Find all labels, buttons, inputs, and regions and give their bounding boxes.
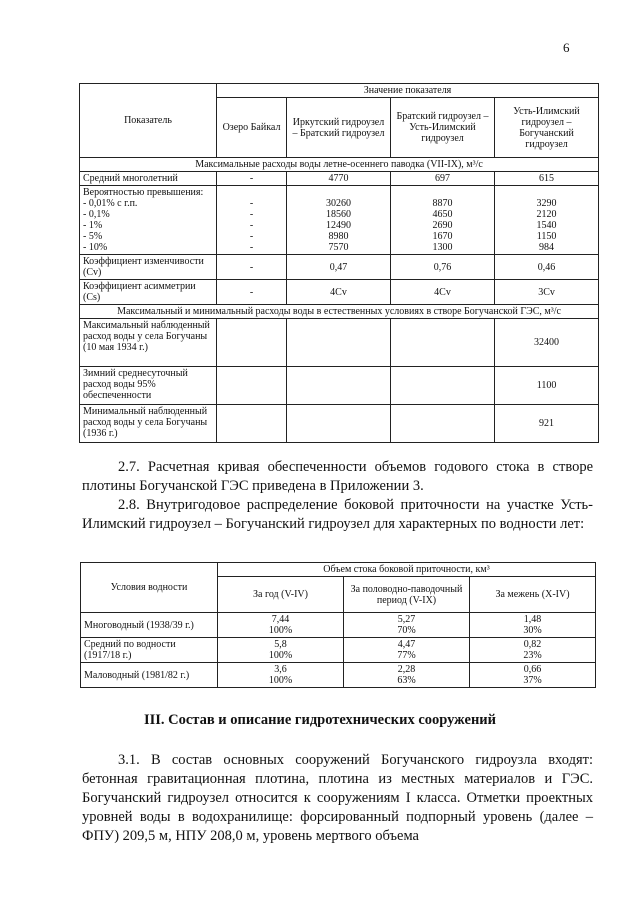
cell-percent: 100% xyxy=(268,625,293,636)
cell xyxy=(217,405,287,443)
cell: 0,46 xyxy=(495,255,599,280)
header-col-low-water: За межень (X-IV) xyxy=(470,577,596,613)
page-number: 6 xyxy=(563,40,570,55)
cell-value: 4,47 xyxy=(397,639,416,650)
row-label: Коэффициент асимметрии (Cs) xyxy=(80,280,217,305)
cell: 32400 xyxy=(495,319,599,367)
row-label-probability xyxy=(80,186,217,255)
header-col-ustilimsk-boguchany: Усть-Илимский гидроузел – Богучанский гидроузел xyxy=(495,98,599,158)
cell xyxy=(470,663,596,688)
cell xyxy=(287,405,391,443)
cell: 4Cv xyxy=(391,280,495,305)
table-row xyxy=(80,405,599,443)
prob-col-irkutsk-bratsk xyxy=(287,186,391,255)
cell: 12490 xyxy=(326,220,351,231)
prob-label: - 5% xyxy=(83,231,103,242)
cell xyxy=(290,187,387,198)
row-label: Маловодный (1981/82 г.) xyxy=(81,663,218,688)
cell: 3Cv xyxy=(495,280,599,305)
cell: - xyxy=(249,209,254,220)
table-row xyxy=(80,255,599,280)
cell: 1100 xyxy=(495,367,599,405)
header-indicator: Показатель xyxy=(80,84,217,158)
paragraph-2-7: 2.7. Расчетная кривая обеспеченности объемов годового стока в створе плотины Богучанской ГЭС приведена в Приложении 3. xyxy=(82,459,593,494)
cell: 984 xyxy=(539,242,555,253)
table-row xyxy=(80,186,599,255)
flow-characteristics-table xyxy=(79,83,599,443)
cell-value: 0,66 xyxy=(523,664,542,675)
table-row xyxy=(80,280,599,305)
header-value-group: Значение показателя xyxy=(217,84,599,98)
table-row xyxy=(81,663,596,688)
section-heading-3: III. Состав и описание гидротехнических сооружений xyxy=(143,712,497,728)
prob-label: - 10% xyxy=(83,242,108,253)
cell: - xyxy=(249,231,254,242)
cell xyxy=(391,319,495,367)
table-row xyxy=(81,638,596,663)
cell: - xyxy=(217,255,287,280)
cell-percent: 37% xyxy=(523,675,542,686)
header-col-bratsk-ustilimsk: Братский гидроузел – Усть-Илимский гидроузел xyxy=(391,98,495,158)
prob-label: - 0,01% с г.п. xyxy=(83,198,138,209)
row-label: Средний по водности (1917/18 г.) xyxy=(81,638,218,663)
cell xyxy=(470,638,596,663)
cell: 1540 xyxy=(536,220,557,231)
cell: 1300 xyxy=(432,242,453,253)
row-label: Минимальный наблюденный расход воды у села Богучаны (1936 г.) xyxy=(80,405,217,443)
cell: 615 xyxy=(495,172,599,186)
cell-percent: 100% xyxy=(268,675,293,686)
table-row xyxy=(80,172,599,186)
cell-value: 5,27 xyxy=(397,614,416,625)
cell xyxy=(218,663,344,688)
cell: 697 xyxy=(391,172,495,186)
cell: - xyxy=(217,280,287,305)
paragraph-2-8: 2.8. Внутригодовое распределение боковой приточности на участке Усть-Илимский гидроузел – Богучанский гидроузел для характерных по водности лет: xyxy=(82,497,593,532)
cell: 2120 xyxy=(536,209,557,220)
prob-col-ustilimsk-boguchany xyxy=(495,186,599,255)
cell-percent: 77% xyxy=(397,650,416,661)
cell-value: 1,48 xyxy=(523,614,542,625)
prob-col-bratsk-ustilimsk xyxy=(391,186,495,255)
cell xyxy=(344,663,470,688)
section-title-flood: Максимальные расходы воды летне-осеннего паводка (VII-IX), м³/с xyxy=(80,158,599,172)
cell-value: 0,82 xyxy=(523,639,542,650)
prob-label: Вероятностью превышения: xyxy=(83,187,204,198)
cell-value: 3,6 xyxy=(274,664,287,675)
cell xyxy=(218,638,344,663)
table-row xyxy=(80,367,599,405)
cell: 4Cv xyxy=(287,280,391,305)
prob-col-baikal xyxy=(217,186,287,255)
row-label: Многоводный (1938/39 г.) xyxy=(81,613,218,638)
row-label: Коэффициент изменчивости (Cv) xyxy=(80,255,217,280)
cell: 30260 xyxy=(326,198,351,209)
cell: - xyxy=(249,198,254,209)
cell-value: 5,8 xyxy=(274,639,287,650)
cell xyxy=(391,367,495,405)
cell-percent: 23% xyxy=(523,650,542,661)
cell-percent: 70% xyxy=(397,625,416,636)
cell xyxy=(394,187,491,198)
cell: 18560 xyxy=(326,209,351,220)
cell-percent: 63% xyxy=(397,675,416,686)
header-col-baikal: Озеро Байкал xyxy=(217,98,287,158)
cell-value: 2,28 xyxy=(397,664,416,675)
cell xyxy=(218,613,344,638)
cell: 7570 xyxy=(328,242,349,253)
cell: 1150 xyxy=(536,231,557,242)
cell: 4650 xyxy=(432,209,453,220)
header-col-year: За год (V-IV) xyxy=(218,577,344,613)
cell: - xyxy=(217,172,287,186)
cell xyxy=(344,638,470,663)
cell xyxy=(220,187,283,198)
cell xyxy=(470,613,596,638)
cell: 0,76 xyxy=(391,255,495,280)
cell xyxy=(217,319,287,367)
prob-label: - 0,1% xyxy=(83,209,110,220)
cell: - xyxy=(249,242,254,253)
cell-percent: 30% xyxy=(523,625,542,636)
cell xyxy=(344,613,470,638)
header-volume-group: Объем стока боковой приточности, км³ xyxy=(218,563,596,577)
cell: 921 xyxy=(495,405,599,443)
header-col-flood: За половодно-паводочный период (V-IX) xyxy=(344,577,470,613)
row-label: Зимний среднесуточный расход воды 95% обеспеченности xyxy=(80,367,217,405)
row-label: Максимальный наблюденный расход воды у села Богучаны (10 мая 1934 г.) xyxy=(80,319,217,367)
cell: 4770 xyxy=(287,172,391,186)
lateral-inflow-table xyxy=(80,562,596,688)
header-col-irkutsk-bratsk: Иркутский гидроузел – Братский гидроузел xyxy=(287,98,391,158)
cell xyxy=(217,367,287,405)
cell-percent: 100% xyxy=(268,650,293,661)
row-label: Средний многолетний xyxy=(80,172,217,186)
paragraph-3-1: 3.1. В состав основных сооружений Богучанского гидроузла входят: бетонная гравитационная плотина, плотина из местных материалов и ГЭС. Богучанский гидроузел относится к сооружениям I класса. Отметки проектных уровней воды в водохранилище: форсированный подпорный уровень (далее – ФПУ) 209,5 м, НПУ 208,0 м, уровень мертвого объема xyxy=(82,752,593,844)
table-row xyxy=(81,613,596,638)
cell xyxy=(498,187,595,198)
prob-label: - 1% xyxy=(83,220,103,231)
cell: 8980 xyxy=(328,231,349,242)
cell xyxy=(287,367,391,405)
cell: 2690 xyxy=(432,220,453,231)
cell: 1670 xyxy=(432,231,453,242)
cell-value: 7,44 xyxy=(271,614,290,625)
cell xyxy=(287,319,391,367)
cell: 3290 xyxy=(536,198,557,209)
table-row xyxy=(80,319,599,367)
cell: - xyxy=(249,220,254,231)
cell: 8870 xyxy=(432,198,453,209)
cell xyxy=(391,405,495,443)
cell: 0,47 xyxy=(287,255,391,280)
section-title-natural: Максимальный и минимальный расходы воды в естественных условиях в створе Богучанской ГЭС, м³/с xyxy=(80,305,599,319)
header-condition: Условия водности xyxy=(81,563,218,613)
